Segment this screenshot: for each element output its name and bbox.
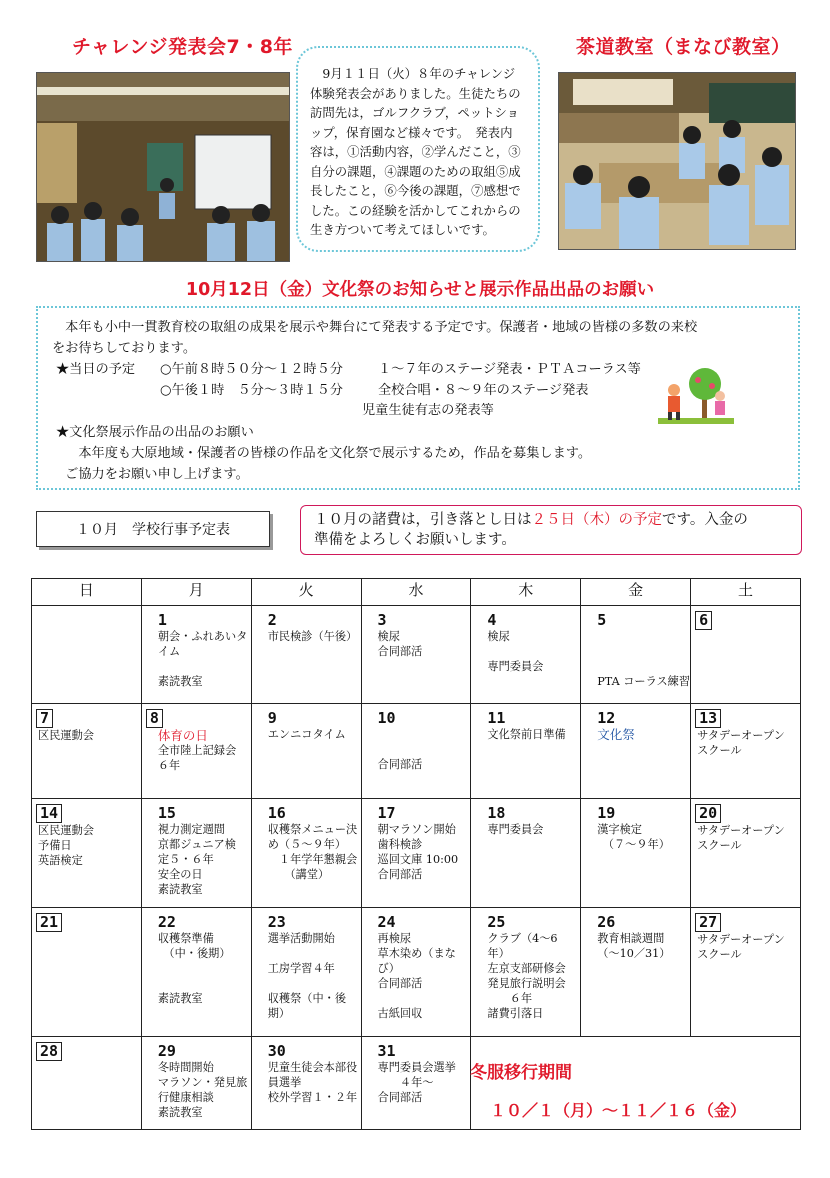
calendar-day-4 xyxy=(471,606,581,704)
calendar-day-15 xyxy=(141,799,251,908)
calendar-day-28 xyxy=(32,1037,142,1130)
day-events: 検尿 専門委員会 xyxy=(487,630,544,673)
festival-day-label: 文化祭 xyxy=(597,727,635,742)
calendar-day-11 xyxy=(471,704,581,799)
calendar-day-21 xyxy=(32,908,142,1037)
day-number: 19 xyxy=(597,804,616,822)
calendar-day-24 xyxy=(361,908,471,1037)
works-request-line-1: 本年度も大原地域・保護者の皆様の作品を文化祭で展示するため，作品を募集します。 xyxy=(52,446,592,461)
afternoon-time: ○午後１時 ５分～３時１５分 xyxy=(160,383,343,398)
fee-text-part1: １０月の諸費は，引き落とし日は xyxy=(314,512,532,528)
weekday-header-row xyxy=(32,579,801,606)
morning-time: ○午前８時５０分～１２時５分 xyxy=(160,362,343,377)
day-number: 6 xyxy=(695,611,712,630)
day-events: 冬時間開始 マラソン・発見旅 行健康相談 素読教室 xyxy=(157,1061,248,1119)
day-events: 朝マラソン開始 歯科検診 巡回文庫 10:00 合同部活 xyxy=(377,823,459,881)
afternoon-program: 全校合唱・８～９年のステージ発表 xyxy=(378,383,589,398)
calendar-day-10 xyxy=(361,704,471,799)
festival-clipart xyxy=(658,366,734,428)
day-events: 検尿 合同部活 xyxy=(377,630,423,658)
calendar-week-2 xyxy=(32,704,801,799)
weekday-sat: 土 xyxy=(691,579,801,606)
holiday-label: 体育の日 xyxy=(157,728,208,743)
day-number: 10 xyxy=(377,709,396,727)
day-number: 25 xyxy=(487,913,506,931)
day-events: 区民運動会 予備日 英語検定 xyxy=(38,824,94,867)
day-events: 市民検診（午後） xyxy=(267,630,358,643)
calendar-day-18 xyxy=(471,799,581,908)
presentation-photo-illustration xyxy=(37,73,289,261)
day-number: 2 xyxy=(267,611,277,629)
works-request-line-2: ご協力をお願い申し上げます。 xyxy=(52,467,249,482)
calendar-day-6 xyxy=(691,606,801,704)
day-events: 選挙活動開始 工房学習４年 収穫祭（中・後期） xyxy=(267,932,347,1020)
morning-program: １～７年のステージ発表・ＰＴＡコーラス等 xyxy=(378,362,641,377)
calendar-day-16 xyxy=(251,799,361,908)
weekday-thu: 木 xyxy=(471,579,581,606)
left-feature-title: チャレンジ発表会7・8年 xyxy=(72,36,293,58)
calendar-day-9 xyxy=(251,704,361,799)
day-number: 29 xyxy=(157,1042,176,1060)
intro-text: 9月１１日（火）８年のチャレンジ体験発表会がありました。生徒たちの訪問先は，ゴルフクラブ，ペットショップ，保育園など様々です。 発表内容は，①活動内容，②学んだこと，③自分の課題，④課題のための取組⑤成長したこと，⑥今後の課題，⑦感想でした。この経験を活かしてこれからの生き方ついて考えてほしいです。 xyxy=(310,66,521,237)
fee-text-part2: です。入金の xyxy=(662,512,748,528)
day-number: 12 xyxy=(597,709,616,727)
day-events: 再検尿 草木染め（まなび） 合同部活 古紙回収 xyxy=(377,932,456,1020)
day-number: 17 xyxy=(377,804,396,822)
day-number: 23 xyxy=(267,913,286,931)
calendar-day-1 xyxy=(141,606,251,704)
day-number: 14 xyxy=(36,804,62,823)
day-number: 5 xyxy=(597,611,607,629)
day-events: 朝会・ふれあいタ イム 素読教室 xyxy=(157,630,248,688)
day-number: 30 xyxy=(267,1042,286,1060)
weekday-mon: 月 xyxy=(141,579,251,606)
fee-text-line2: 準備をよろしくお願いします。 xyxy=(314,532,516,548)
day-events: 文化祭前日準備 xyxy=(487,728,566,741)
day-number: 24 xyxy=(377,913,396,931)
day-number: 1 xyxy=(157,611,167,629)
october-calendar xyxy=(31,578,801,1130)
day-events: 区民運動会 xyxy=(38,729,94,742)
calendar-day-7 xyxy=(32,704,142,799)
day-number: 9 xyxy=(267,709,277,727)
day-events: 収穫祭準備 （中・後期） 素読教室 xyxy=(157,932,231,1005)
works-request-label: ★文化祭展示作品の出品のお願い xyxy=(56,425,254,440)
day-events: エンニコタイム xyxy=(267,728,346,741)
day-events: 教育相談週間 （～10／31） xyxy=(597,932,671,960)
calendar-day-12 xyxy=(581,704,691,799)
day-number: 28 xyxy=(36,1042,62,1061)
day-number: 7 xyxy=(36,709,53,728)
day-number: 20 xyxy=(695,804,721,823)
day-number: 15 xyxy=(157,804,176,822)
schedule-title: １０月 学校行事予定表 xyxy=(36,511,270,547)
day-events: 収穫祭メニュー決 め（５～９年） １年学年懇親会 （講堂） xyxy=(267,823,358,881)
day-number: 11 xyxy=(487,709,506,727)
day-events: 全市陸上記録会 ６年 xyxy=(157,744,237,772)
day-schedule-label: ★当日の予定 xyxy=(56,362,136,377)
afternoon-program-2: 児童生徒有志の発表等 xyxy=(362,403,494,418)
calendar-day-31 xyxy=(361,1037,471,1130)
day-number: 18 xyxy=(487,804,506,822)
winter-uniform-period: １０／１（月）～１１／１６（金） xyxy=(490,1101,747,1120)
day-number: 27 xyxy=(695,913,721,932)
calendar-day-20 xyxy=(691,799,801,908)
calendar-day-25 xyxy=(471,908,581,1037)
day-number: 16 xyxy=(267,804,286,822)
day-events: 視力測定週間 京都ジュニア検 定５・６年 安全の日 素読教室 xyxy=(157,823,236,896)
tea-ceremony-photo xyxy=(558,72,796,250)
fee-debit-date: ２５日（木）の予定 xyxy=(531,512,662,528)
day-number: 22 xyxy=(157,913,176,931)
tea-ceremony-photo-illustration xyxy=(559,73,795,249)
weekday-sun: 日 xyxy=(32,579,142,606)
calendar-day-2 xyxy=(251,606,361,704)
calendar-week-1 xyxy=(32,606,801,704)
calendar-week-3 xyxy=(32,799,801,908)
calendar-day-13 xyxy=(691,704,801,799)
calendar-day-23 xyxy=(251,908,361,1037)
calendar-day-17 xyxy=(361,799,471,908)
calendar-day-3 xyxy=(361,606,471,704)
children-tree-clipart xyxy=(658,366,734,428)
day-events: 漢字検定 （７～９年） xyxy=(597,823,670,851)
day-number: 31 xyxy=(377,1042,396,1060)
day-events: サタデーオープン スクール xyxy=(697,824,785,852)
day-number: 13 xyxy=(695,709,721,728)
right-feature-title: 茶道教室（まなび教室） xyxy=(576,36,791,58)
weekday-wed: 水 xyxy=(361,579,471,606)
festival-headline: 10月12日（金）文化祭のお知らせと展示作品出品のお願い xyxy=(185,280,655,300)
day-number: 21 xyxy=(36,913,62,932)
calendar-day-19 xyxy=(581,799,691,908)
calendar-day-14 xyxy=(32,799,142,908)
notice-intro-line-2: をお待ちしております。 xyxy=(52,341,197,356)
calendar-day-29 xyxy=(141,1037,251,1130)
notice-intro-line-1: 本年も小中一貫教育校の取組の成果を展示や舞台にて発表する予定です。保護者・地域の皆様の多数の来校 xyxy=(52,320,698,335)
calendar-day-30 xyxy=(251,1037,361,1130)
calendar-day-26 xyxy=(581,908,691,1037)
weekday-tue: 火 xyxy=(251,579,361,606)
day-events: PTA コーラス練習 xyxy=(597,675,691,688)
day-number: 26 xyxy=(597,913,616,931)
day-events: クラブ（4～6 年） 左京支部研修会 発見旅行説明会 ６年 諸費引落日 xyxy=(487,932,566,1020)
winter-uniform-title: 冬服移行期間 xyxy=(470,1063,572,1083)
day-events: 専門委員会選挙 ４年～ 合同部活 xyxy=(377,1061,456,1104)
day-events: サタデーオープン スクール xyxy=(697,729,785,757)
day-number: 3 xyxy=(377,611,387,629)
fee-notice xyxy=(314,510,794,550)
presentation-photo xyxy=(36,72,290,262)
day-events: 専門委員会 xyxy=(487,823,544,836)
calendar-day-8 xyxy=(141,704,251,799)
day-number: 8 xyxy=(146,709,163,728)
calendar-week-4 xyxy=(32,908,801,1037)
weekday-fri: 金 xyxy=(581,579,691,606)
day-events: サタデーオープン スクール xyxy=(697,933,785,961)
calendar-day-27 xyxy=(691,908,801,1037)
calendar-day-22 xyxy=(141,908,251,1037)
calendar-day-5 xyxy=(581,606,691,704)
calendar-day-empty xyxy=(32,606,142,704)
day-number: 4 xyxy=(487,611,497,629)
day-events: 合同部活 xyxy=(377,758,423,771)
day-events: 児童生徒会本部役 員選挙 校外学習１・２年 xyxy=(267,1061,358,1104)
